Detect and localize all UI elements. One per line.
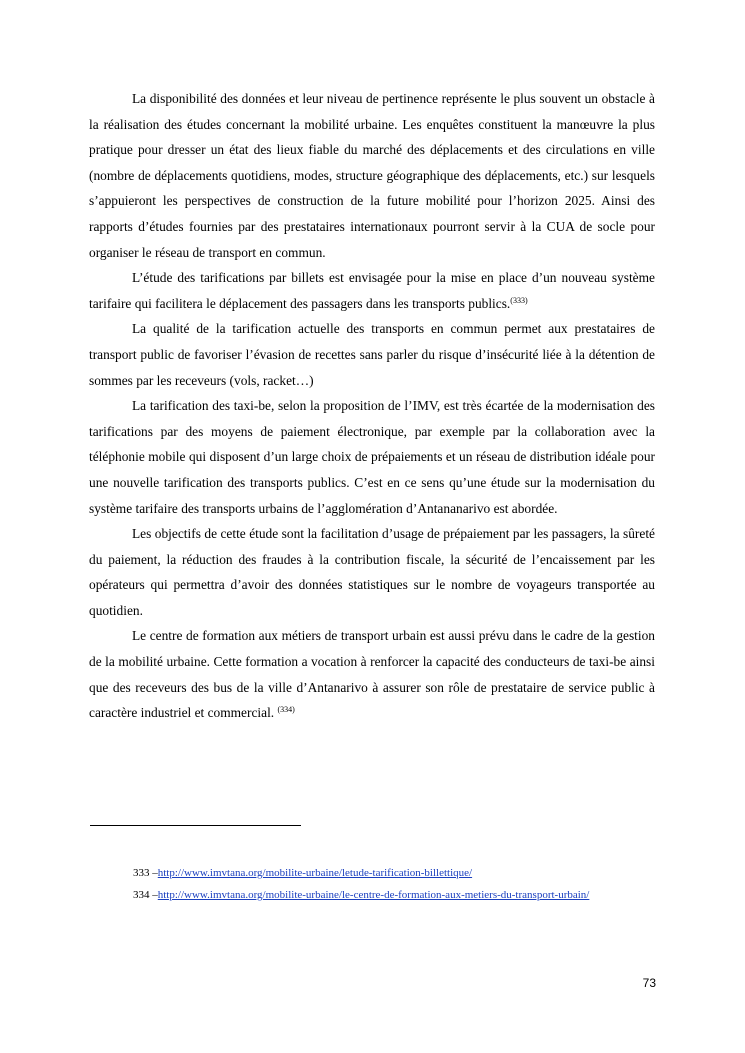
document-body xyxy=(89,86,655,726)
paragraph-study-objectives xyxy=(89,521,655,623)
footnotes xyxy=(133,862,693,906)
paragraph-text: Les objectifs de cette étude sont la facilitation d’usage de prépaiement par les passagers, la sûreté du paiement, la réduction des fraudes à la contribution fiscale, la sécurité de l’encaissement par les opérateurs qui permettra d’avoir des données statistiques sur le nombre de voyageurs transportée au quotidien. xyxy=(89,526,655,618)
paragraph-training-centre xyxy=(89,623,655,725)
paragraph-text: La qualité de la tarification actuelle des transports en commun permet aux prestataires de transport public de favoriser l’évasion de recettes sans parler du risque d’insécurité liée à la détention de sommes par les receveurs (vols, racket…) xyxy=(89,321,655,388)
paragraph-data-availability xyxy=(89,86,655,265)
footnote-number: 333 – xyxy=(133,867,158,879)
paragraph-taxi-be-pricing xyxy=(89,393,655,521)
paragraph-ticket-pricing-study xyxy=(89,265,655,316)
footnote-link[interactable]: http://www.imvtana.org/mobilite-urbaine/le-centre-de-formation-aux-metiers-du-transport-urbain/ xyxy=(157,889,590,901)
footnote-separator xyxy=(90,825,301,826)
footnote-334 xyxy=(133,884,693,906)
paragraph-text: L’étude des tarifications par billets est envisagée pour la mise en place d’un nouveau système tarifaire qui facilitera le déplacement des passagers dans les transports publics. xyxy=(89,270,655,311)
footnote-reference-333[interactable]: (333) xyxy=(510,295,528,305)
footnote-number: 334 – xyxy=(133,889,158,901)
footnote-link[interactable]: http://www.imvtana.org/mobilite-urbaine/letude-tarification-billettique/ xyxy=(157,867,473,879)
footnote-333 xyxy=(133,862,693,884)
footnote-reference-334[interactable]: (334) xyxy=(277,705,295,715)
page-number: 73 xyxy=(642,976,656,990)
paragraph-current-pricing-quality xyxy=(89,316,655,393)
paragraph-text: La tarification des taxi-be, selon la proposition de l’IMV, est très écartée de la modernisation des tarifications par des moyens de paiement électronique, par exemple par la collaboration avec la téléphonie mobile qui disposent d’un large choix de prépaiements et un réseau de distribution idéale pour une nouvelle tarification des transports publics. C’est en ce sens qu’une étude sur la modernisation du système tarifaire des transports urbains de l’agglomération d’Antananarivo est abordée. xyxy=(89,398,655,516)
paragraph-text: La disponibilité des données et leur niveau de pertinence représente le plus souvent un obstacle à la réalisation des études concernant la mobilité urbaine. Les enquêtes constituent la manœuvre la plus pratique pour dresser un état des lieux fiable du marché des déplacements et des circulations en ville (nombre de déplacements quotidiens, modes, structure géographique des déplacements, etc.) sur lesquels s’appuieront les perspectives de construction de la future mobilité pour l’horizon 2025. Ainsi des rapports d’études fournies par des prestataires internationaux pourront servir à la CUA de socle pour organiser le réseau de transport en commun. xyxy=(89,91,655,260)
paragraph-text: Le centre de formation aux métiers de transport urbain est aussi prévu dans le cadre de la gestion de la mobilité urbaine. Cette formation a vocation à renforcer la capacité des conducteurs de taxi-be ainsi que des receveurs des bus de la ville d’Antanarivo à assurer son rôle de prestataire de service public à caractère industriel et commercial. xyxy=(89,628,655,721)
